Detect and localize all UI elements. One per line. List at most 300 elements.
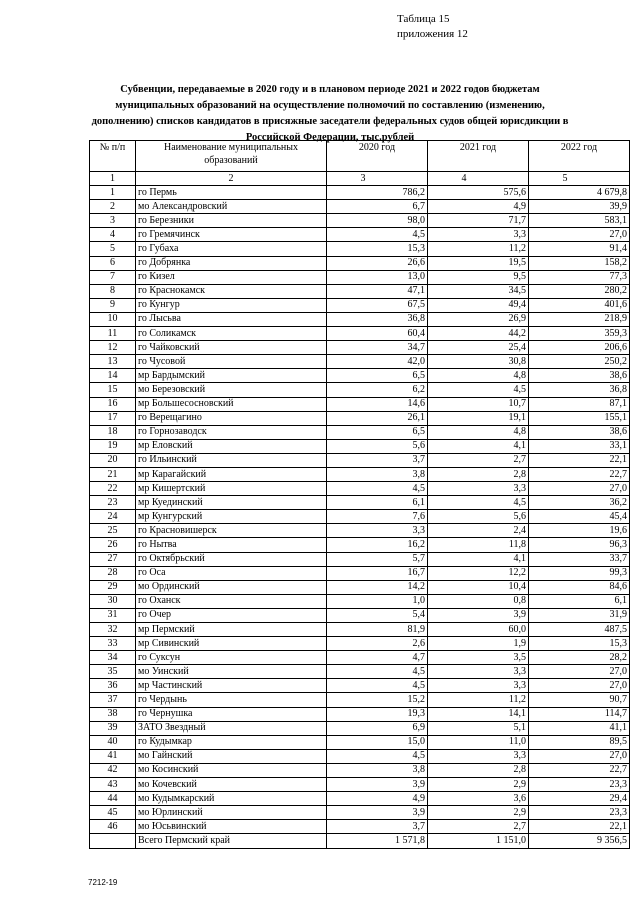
header-2021: 2021 год [428, 141, 529, 172]
row-number: 25 [90, 524, 136, 538]
total-value-2022: 9 356,5 [529, 834, 630, 848]
row-number: 21 [90, 467, 136, 481]
municipality-name: мо Александровский [136, 200, 327, 214]
table-row [90, 665, 630, 679]
row-number: 28 [90, 566, 136, 580]
value-2020: 5,4 [327, 608, 428, 622]
value-2020: 2,6 [327, 637, 428, 651]
row-number: 16 [90, 397, 136, 411]
table-row [90, 439, 630, 453]
value-2020: 6,2 [327, 383, 428, 397]
value-2021: 4,5 [428, 496, 529, 510]
row-number: 37 [90, 693, 136, 707]
municipality-name: го Чернушка [136, 707, 327, 721]
value-2021: 14,1 [428, 707, 529, 721]
row-number: 43 [90, 778, 136, 792]
value-2022: 36,2 [529, 496, 630, 510]
table-body [90, 172, 630, 849]
municipality-name: мо Кудымкарский [136, 792, 327, 806]
municipality-name: мо Кочевский [136, 778, 327, 792]
table-row [90, 623, 630, 637]
row-number: 8 [90, 284, 136, 298]
municipality-name: го Краснокамск [136, 284, 327, 298]
table-label: Таблица 15 [397, 13, 450, 25]
value-2022: 38,6 [529, 369, 630, 383]
table-row [90, 298, 630, 312]
table-row [90, 594, 630, 608]
table-row [90, 538, 630, 552]
value-2022: 359,3 [529, 327, 630, 341]
value-2022: 250,2 [529, 355, 630, 369]
municipality-name: го Оханск [136, 594, 327, 608]
value-2022: 19,6 [529, 524, 630, 538]
value-2022: 39,9 [529, 200, 630, 214]
value-2020: 3,8 [327, 467, 428, 481]
municipality-name: мр Карагайский [136, 467, 327, 481]
municipality-name: мр Бардымский [136, 369, 327, 383]
value-2020: 13,0 [327, 270, 428, 284]
municipality-name: го Губаха [136, 242, 327, 256]
value-2020: 4,5 [327, 749, 428, 763]
value-2022: 33,7 [529, 552, 630, 566]
header-number: № п/п [90, 141, 136, 172]
table-row [90, 707, 630, 721]
municipality-name: го Ильинский [136, 453, 327, 467]
value-2022: 280,2 [529, 284, 630, 298]
municipality-name: го Кунгур [136, 298, 327, 312]
table-row [90, 397, 630, 411]
table-row [90, 524, 630, 538]
municipality-name: мо Гайнский [136, 749, 327, 763]
value-2021: 2,4 [428, 524, 529, 538]
value-2021: 30,8 [428, 355, 529, 369]
value-2022: 22,1 [529, 453, 630, 467]
value-2020: 26,1 [327, 411, 428, 425]
value-2022: 23,3 [529, 806, 630, 820]
municipality-name: ЗАТО Звездный [136, 721, 327, 735]
value-2020: 4,5 [327, 228, 428, 242]
value-2020: 67,5 [327, 298, 428, 312]
value-2021: 26,9 [428, 312, 529, 326]
value-2021: 10,7 [428, 397, 529, 411]
index-cell: 4 [428, 172, 529, 186]
value-2022: 27,0 [529, 665, 630, 679]
header-2022: 2022 год [529, 141, 630, 172]
municipality-name: го Оса [136, 566, 327, 580]
value-2021: 3,3 [428, 679, 529, 693]
value-2022: 36,8 [529, 383, 630, 397]
value-2021: 2,7 [428, 820, 529, 834]
row-number: 24 [90, 510, 136, 524]
value-2020: 19,3 [327, 707, 428, 721]
value-2020: 98,0 [327, 214, 428, 228]
total-label: Всего Пермский край [136, 834, 327, 848]
row-number: 23 [90, 496, 136, 510]
value-2021: 4,8 [428, 425, 529, 439]
table-row [90, 693, 630, 707]
value-2020: 81,9 [327, 623, 428, 637]
header-2020: 2020 год [327, 141, 428, 172]
table-row [90, 369, 630, 383]
value-2021: 575,6 [428, 186, 529, 200]
value-2021: 44,2 [428, 327, 529, 341]
table-row [90, 467, 630, 481]
row-number: 10 [90, 312, 136, 326]
value-2022: 45,4 [529, 510, 630, 524]
table-row [90, 806, 630, 820]
value-2020: 42,0 [327, 355, 428, 369]
municipality-name: мр Частинский [136, 679, 327, 693]
value-2022: 6,1 [529, 594, 630, 608]
column-index-row [90, 172, 630, 186]
value-2020: 7,6 [327, 510, 428, 524]
row-number: 5 [90, 242, 136, 256]
value-2021: 11,2 [428, 242, 529, 256]
value-2021: 10,4 [428, 580, 529, 594]
table-row [90, 453, 630, 467]
value-2020: 15,3 [327, 242, 428, 256]
value-2022: 218,9 [529, 312, 630, 326]
table-row [90, 792, 630, 806]
row-number: 11 [90, 327, 136, 341]
value-2020: 60,4 [327, 327, 428, 341]
value-2022: 28,2 [529, 651, 630, 665]
value-2021: 2,7 [428, 453, 529, 467]
row-number: 20 [90, 453, 136, 467]
value-2022: 23,3 [529, 778, 630, 792]
value-2020: 3,7 [327, 453, 428, 467]
value-2020: 4,9 [327, 792, 428, 806]
value-2020: 3,9 [327, 778, 428, 792]
table-row [90, 341, 630, 355]
municipality-name: мр Большесосновский [136, 397, 327, 411]
row-number: 4 [90, 228, 136, 242]
table-row [90, 383, 630, 397]
value-2020: 3,8 [327, 763, 428, 777]
municipality-name: мр Пермский [136, 623, 327, 637]
value-2021: 4,9 [428, 200, 529, 214]
municipality-name: го Добрянка [136, 256, 327, 270]
row-number: 41 [90, 749, 136, 763]
value-2020: 4,5 [327, 665, 428, 679]
value-2021: 19,5 [428, 256, 529, 270]
value-2021: 2,8 [428, 763, 529, 777]
appendix-label: приложения 12 [397, 28, 468, 40]
total-row-number [90, 834, 136, 848]
table-row [90, 721, 630, 735]
row-number: 32 [90, 623, 136, 637]
row-number: 22 [90, 482, 136, 496]
table-row [90, 256, 630, 270]
row-number: 35 [90, 665, 136, 679]
value-2021: 3,9 [428, 608, 529, 622]
municipality-name: го Горнозаводск [136, 425, 327, 439]
value-2022: 29,4 [529, 792, 630, 806]
total-row [90, 834, 630, 848]
table-reference [397, 12, 468, 42]
value-2022: 114,7 [529, 707, 630, 721]
value-2020: 47,1 [327, 284, 428, 298]
table-row [90, 242, 630, 256]
value-2022: 41,1 [529, 721, 630, 735]
table-row [90, 608, 630, 622]
municipality-name: го Красновишерск [136, 524, 327, 538]
value-2021: 3,6 [428, 792, 529, 806]
value-2022: 38,6 [529, 425, 630, 439]
value-2022: 22,7 [529, 763, 630, 777]
row-number: 27 [90, 552, 136, 566]
value-2021: 4,1 [428, 439, 529, 453]
value-2022: 4 679,8 [529, 186, 630, 200]
value-2022: 155,1 [529, 411, 630, 425]
row-number: 13 [90, 355, 136, 369]
table-header-row [90, 141, 630, 172]
value-2021: 3,3 [428, 665, 529, 679]
value-2022: 89,5 [529, 735, 630, 749]
row-number: 18 [90, 425, 136, 439]
value-2020: 16,2 [327, 538, 428, 552]
value-2021: 4,5 [428, 383, 529, 397]
municipality-name: мо Ординский [136, 580, 327, 594]
table-row [90, 327, 630, 341]
index-cell: 3 [327, 172, 428, 186]
value-2021: 4,8 [428, 369, 529, 383]
value-2022: 27,0 [529, 749, 630, 763]
total-value-2020: 1 571,8 [327, 834, 428, 848]
subventions-table [89, 140, 630, 849]
document-title: Субвенции, передаваемые в 2020 году и в плановом периоде 2021 и 2022 годов бюджетам муниципальных образований на осуществление полномочий по составлению (изменению, дополнению) списков кандидатов в присяжные заседатели федеральных судов общей юрисдикции в Российской Федерации, тыс.рублей [91, 84, 569, 143]
index-cell: 2 [136, 172, 327, 186]
value-2021: 3,3 [428, 749, 529, 763]
total-value-2021: 1 151,0 [428, 834, 529, 848]
value-2021: 2,8 [428, 467, 529, 481]
table-row [90, 510, 630, 524]
table-row [90, 284, 630, 298]
municipality-name: мо Уинский [136, 665, 327, 679]
value-2020: 6,9 [327, 721, 428, 735]
value-2020: 16,7 [327, 566, 428, 580]
table-row [90, 496, 630, 510]
row-number: 29 [90, 580, 136, 594]
row-number: 26 [90, 538, 136, 552]
header-name: Наименование муниципальных образований [136, 141, 327, 172]
value-2022: 96,3 [529, 538, 630, 552]
value-2020: 4,5 [327, 679, 428, 693]
row-number: 14 [90, 369, 136, 383]
value-2021: 49,4 [428, 298, 529, 312]
value-2020: 3,3 [327, 524, 428, 538]
municipality-name: мр Кишертский [136, 482, 327, 496]
municipality-name: мр Сивинский [136, 637, 327, 651]
row-number: 31 [90, 608, 136, 622]
row-number: 46 [90, 820, 136, 834]
municipality-name: го Соликамск [136, 327, 327, 341]
value-2020: 36,8 [327, 312, 428, 326]
municipality-name: го Кудымкар [136, 735, 327, 749]
row-number: 3 [90, 214, 136, 228]
table-row [90, 411, 630, 425]
municipality-name: го Лысьва [136, 312, 327, 326]
value-2020: 6,1 [327, 496, 428, 510]
value-2022: 77,3 [529, 270, 630, 284]
municipality-name: мо Березовский [136, 383, 327, 397]
value-2020: 14,2 [327, 580, 428, 594]
value-2020: 5,7 [327, 552, 428, 566]
value-2022: 99,3 [529, 566, 630, 580]
table-row [90, 312, 630, 326]
value-2021: 2,9 [428, 778, 529, 792]
value-2021: 34,5 [428, 284, 529, 298]
value-2020: 4,5 [327, 482, 428, 496]
municipality-name: мо Юрлинский [136, 806, 327, 820]
municipality-name: го Верещагино [136, 411, 327, 425]
value-2022: 487,5 [529, 623, 630, 637]
table-row [90, 820, 630, 834]
table-row [90, 200, 630, 214]
value-2021: 11,2 [428, 693, 529, 707]
value-2021: 19,1 [428, 411, 529, 425]
table-row [90, 425, 630, 439]
row-number: 9 [90, 298, 136, 312]
municipality-name: го Суксун [136, 651, 327, 665]
municipality-name: го Гремячинск [136, 228, 327, 242]
index-cell: 5 [529, 172, 630, 186]
index-cell: 1 [90, 172, 136, 186]
municipality-name: го Чайковский [136, 341, 327, 355]
value-2022: 583,1 [529, 214, 630, 228]
municipality-name: го Чусовой [136, 355, 327, 369]
value-2020: 4,7 [327, 651, 428, 665]
row-number: 33 [90, 637, 136, 651]
row-number: 17 [90, 411, 136, 425]
row-number: 7 [90, 270, 136, 284]
value-2022: 87,1 [529, 397, 630, 411]
row-number: 38 [90, 707, 136, 721]
value-2020: 1,0 [327, 594, 428, 608]
municipality-name: мр Куединский [136, 496, 327, 510]
value-2021: 11,0 [428, 735, 529, 749]
table-row [90, 763, 630, 777]
value-2020: 786,2 [327, 186, 428, 200]
row-number: 1 [90, 186, 136, 200]
value-2020: 6,7 [327, 200, 428, 214]
value-2022: 27,0 [529, 679, 630, 693]
municipality-name: мр Кунгурский [136, 510, 327, 524]
value-2020: 3,9 [327, 806, 428, 820]
municipality-name: го Очер [136, 608, 327, 622]
value-2020: 15,0 [327, 735, 428, 749]
value-2020: 15,2 [327, 693, 428, 707]
table-row [90, 566, 630, 580]
value-2021: 3,5 [428, 651, 529, 665]
value-2022: 22,7 [529, 467, 630, 481]
municipality-name: мо Косинский [136, 763, 327, 777]
value-2022: 401,6 [529, 298, 630, 312]
table-row [90, 651, 630, 665]
value-2021: 5,1 [428, 721, 529, 735]
row-number: 6 [90, 256, 136, 270]
row-number: 39 [90, 721, 136, 735]
row-number: 30 [90, 594, 136, 608]
value-2022: 158,2 [529, 256, 630, 270]
value-2022: 31,9 [529, 608, 630, 622]
municipality-name: го Октябрьский [136, 552, 327, 566]
row-number: 15 [90, 383, 136, 397]
municipality-name: го Пермь [136, 186, 327, 200]
value-2021: 9,5 [428, 270, 529, 284]
value-2021: 2,9 [428, 806, 529, 820]
value-2020: 5,6 [327, 439, 428, 453]
table-row [90, 778, 630, 792]
row-number: 45 [90, 806, 136, 820]
table-row [90, 749, 630, 763]
row-number: 19 [90, 439, 136, 453]
municipality-name: го Березники [136, 214, 327, 228]
table-row [90, 214, 630, 228]
table-row [90, 186, 630, 200]
value-2020: 34,7 [327, 341, 428, 355]
value-2021: 3,3 [428, 482, 529, 496]
table-row [90, 228, 630, 242]
value-2021: 60,0 [428, 623, 529, 637]
value-2020: 6,5 [327, 369, 428, 383]
value-2020: 14,6 [327, 397, 428, 411]
value-2021: 5,6 [428, 510, 529, 524]
value-2022: 27,0 [529, 228, 630, 242]
table-row [90, 552, 630, 566]
value-2022: 33,1 [529, 439, 630, 453]
value-2022: 84,6 [529, 580, 630, 594]
value-2022: 91,4 [529, 242, 630, 256]
value-2021: 12,2 [428, 566, 529, 580]
value-2021: 11,8 [428, 538, 529, 552]
value-2022: 206,6 [529, 341, 630, 355]
row-number: 12 [90, 341, 136, 355]
municipality-name: мо Юсьвинский [136, 820, 327, 834]
value-2022: 90,7 [529, 693, 630, 707]
value-2022: 22,1 [529, 820, 630, 834]
municipality-name: го Чердынь [136, 693, 327, 707]
row-number: 44 [90, 792, 136, 806]
value-2021: 0,8 [428, 594, 529, 608]
table-row [90, 679, 630, 693]
table-row [90, 637, 630, 651]
row-number: 42 [90, 763, 136, 777]
municipality-name: мр Еловский [136, 439, 327, 453]
document-code: 7212-19 [88, 878, 118, 887]
value-2020: 3,7 [327, 820, 428, 834]
table-row [90, 270, 630, 284]
value-2022: 15,3 [529, 637, 630, 651]
row-number: 2 [90, 200, 136, 214]
row-number: 34 [90, 651, 136, 665]
value-2020: 26,6 [327, 256, 428, 270]
value-2021: 25,4 [428, 341, 529, 355]
table-row [90, 355, 630, 369]
value-2021: 3,3 [428, 228, 529, 242]
row-number: 36 [90, 679, 136, 693]
value-2022: 27,0 [529, 482, 630, 496]
municipality-name: го Нытва [136, 538, 327, 552]
value-2021: 1,9 [428, 637, 529, 651]
table-row [90, 580, 630, 594]
value-2021: 71,7 [428, 214, 529, 228]
row-number: 40 [90, 735, 136, 749]
value-2021: 4,1 [428, 552, 529, 566]
table-row [90, 482, 630, 496]
table-row [90, 735, 630, 749]
municipality-name: го Кизел [136, 270, 327, 284]
